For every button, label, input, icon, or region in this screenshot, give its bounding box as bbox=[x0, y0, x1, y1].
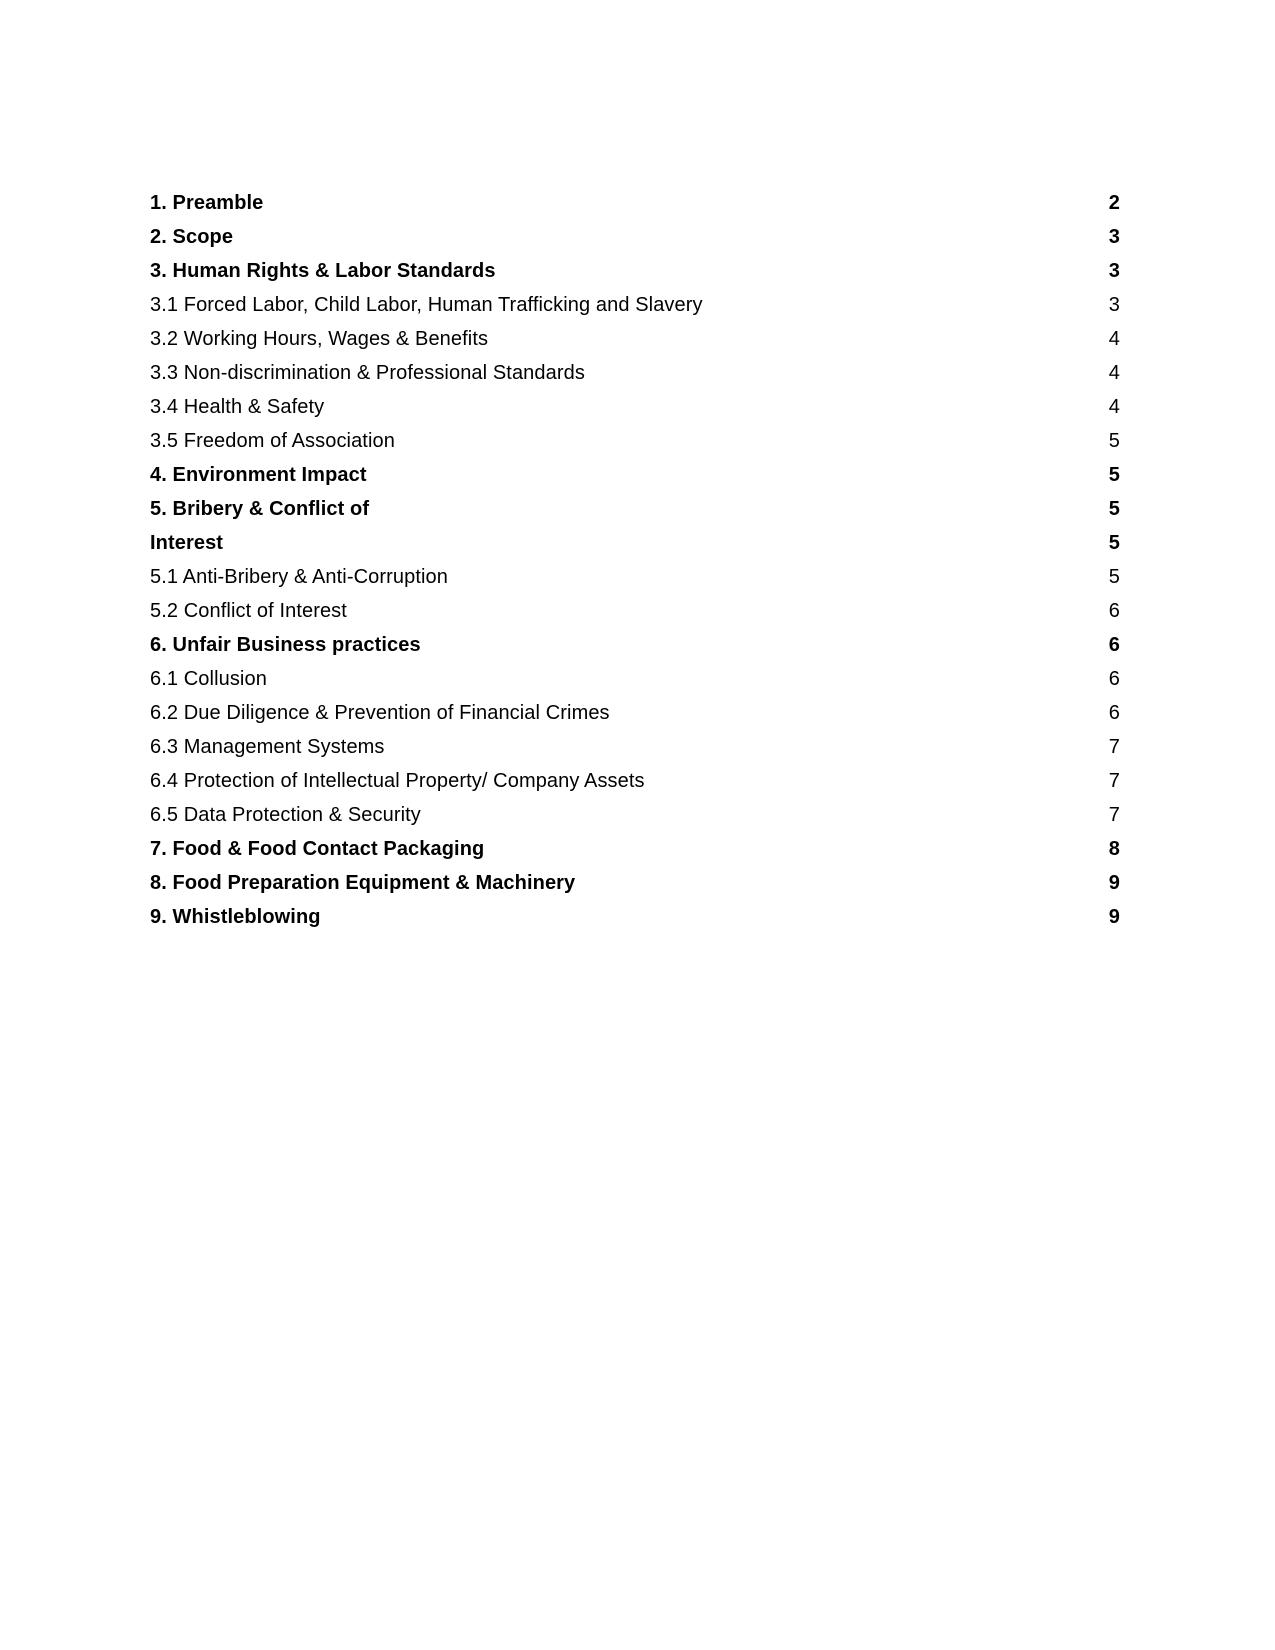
toc-entry-title: 5. Bribery & Conflict of bbox=[150, 498, 370, 520]
toc-entry-page-number: 3 bbox=[1108, 260, 1120, 282]
toc-entry-page-number: 6 bbox=[1108, 668, 1120, 690]
toc-entry-page-number: 3 bbox=[1108, 226, 1120, 248]
toc-entry-title: 1. Preamble bbox=[150, 192, 264, 214]
toc-entry[interactable] bbox=[150, 526, 1120, 560]
toc-entry-page-number: 3 bbox=[1108, 294, 1120, 316]
toc-entry-page-number: 4 bbox=[1108, 328, 1120, 350]
toc-entry-title: 6.3 Management Systems bbox=[150, 736, 385, 758]
toc-entry-page-number: 4 bbox=[1108, 362, 1120, 384]
toc-entry[interactable] bbox=[150, 900, 1120, 934]
toc-entry-page-number: 6 bbox=[1108, 634, 1120, 656]
toc-entry[interactable] bbox=[150, 254, 1120, 288]
toc-entry[interactable] bbox=[150, 730, 1120, 764]
toc-entry[interactable] bbox=[150, 832, 1120, 866]
toc-entry[interactable] bbox=[150, 390, 1120, 424]
toc-entry-page-number: 4 bbox=[1108, 396, 1120, 418]
toc-entry-title: 3.4 Health & Safety bbox=[150, 396, 325, 418]
toc-entry[interactable] bbox=[150, 186, 1120, 220]
toc-entry-title: 5.2 Conflict of Interest bbox=[150, 600, 347, 622]
toc-entry[interactable] bbox=[150, 594, 1120, 628]
table-of-contents bbox=[150, 186, 1120, 934]
toc-entry-title: 6.2 Due Diligence & Prevention of Financial Crimes bbox=[150, 702, 610, 724]
toc-entry-title: 9. Whistleblowing bbox=[150, 906, 321, 928]
toc-entry-title: 6.5 Data Protection & Security bbox=[150, 804, 421, 826]
toc-entry[interactable] bbox=[150, 458, 1120, 492]
toc-entry-page-number: 5 bbox=[1108, 532, 1120, 554]
toc-entry-title: 5.1 Anti-Bribery & Anti-Corruption bbox=[150, 566, 448, 588]
toc-entry[interactable] bbox=[150, 356, 1120, 390]
toc-entry-page-number: 9 bbox=[1108, 872, 1120, 894]
toc-entry[interactable] bbox=[150, 560, 1120, 594]
toc-entry[interactable] bbox=[150, 288, 1120, 322]
toc-entry-page-number: 5 bbox=[1108, 566, 1120, 588]
toc-entry-title: 6. Unfair Business practices bbox=[150, 634, 421, 656]
toc-entry[interactable] bbox=[150, 764, 1120, 798]
toc-entry-page-number: 7 bbox=[1108, 770, 1120, 792]
toc-entry-title: 3.3 Non-discrimination & Professional Standards bbox=[150, 362, 585, 384]
toc-entry-title: 3. Human Rights & Labor Standards bbox=[150, 260, 496, 282]
toc-entry[interactable] bbox=[150, 866, 1120, 900]
toc-entry-page-number: 9 bbox=[1108, 906, 1120, 928]
toc-entry[interactable] bbox=[150, 220, 1120, 254]
toc-entry-page-number: 7 bbox=[1108, 804, 1120, 826]
toc-entry-page-number: 5 bbox=[1108, 498, 1120, 520]
toc-entry-title: 3.5 Freedom of Association bbox=[150, 430, 395, 452]
toc-entry[interactable] bbox=[150, 322, 1120, 356]
toc-entry-page-number: 2 bbox=[1108, 192, 1120, 214]
toc-entry[interactable] bbox=[150, 662, 1120, 696]
toc-entry[interactable] bbox=[150, 492, 1120, 526]
toc-entry-title: 3.2 Working Hours, Wages & Benefits bbox=[150, 328, 489, 350]
toc-entry-page-number: 6 bbox=[1108, 702, 1120, 724]
toc-entry[interactable] bbox=[150, 424, 1120, 458]
toc-entry-title: 2. Scope bbox=[150, 226, 234, 248]
toc-entry-title: 4. Environment Impact bbox=[150, 464, 367, 486]
toc-entry-title: 6.1 Collusion bbox=[150, 668, 267, 690]
toc-entry-page-number: 5 bbox=[1108, 464, 1120, 486]
toc-entry-page-number: 5 bbox=[1108, 430, 1120, 452]
toc-entry-title: Interest bbox=[150, 532, 224, 554]
toc-entry[interactable] bbox=[150, 798, 1120, 832]
toc-entry-title: 3.1 Forced Labor, Child Labor, Human Trafficking and Slavery bbox=[150, 294, 703, 316]
toc-entry[interactable] bbox=[150, 628, 1120, 662]
toc-entry-title: 8. Food Preparation Equipment & Machinery bbox=[150, 872, 576, 894]
toc-entry-page-number: 8 bbox=[1108, 838, 1120, 860]
toc-entry-page-number: 6 bbox=[1108, 600, 1120, 622]
toc-entry-page-number: 7 bbox=[1108, 736, 1120, 758]
toc-entry[interactable] bbox=[150, 696, 1120, 730]
toc-entry-title: 6.4 Protection of Intellectual Property/ Company Assets bbox=[150, 770, 645, 792]
toc-entry-title: 7. Food & Food Contact Packaging bbox=[150, 838, 485, 860]
